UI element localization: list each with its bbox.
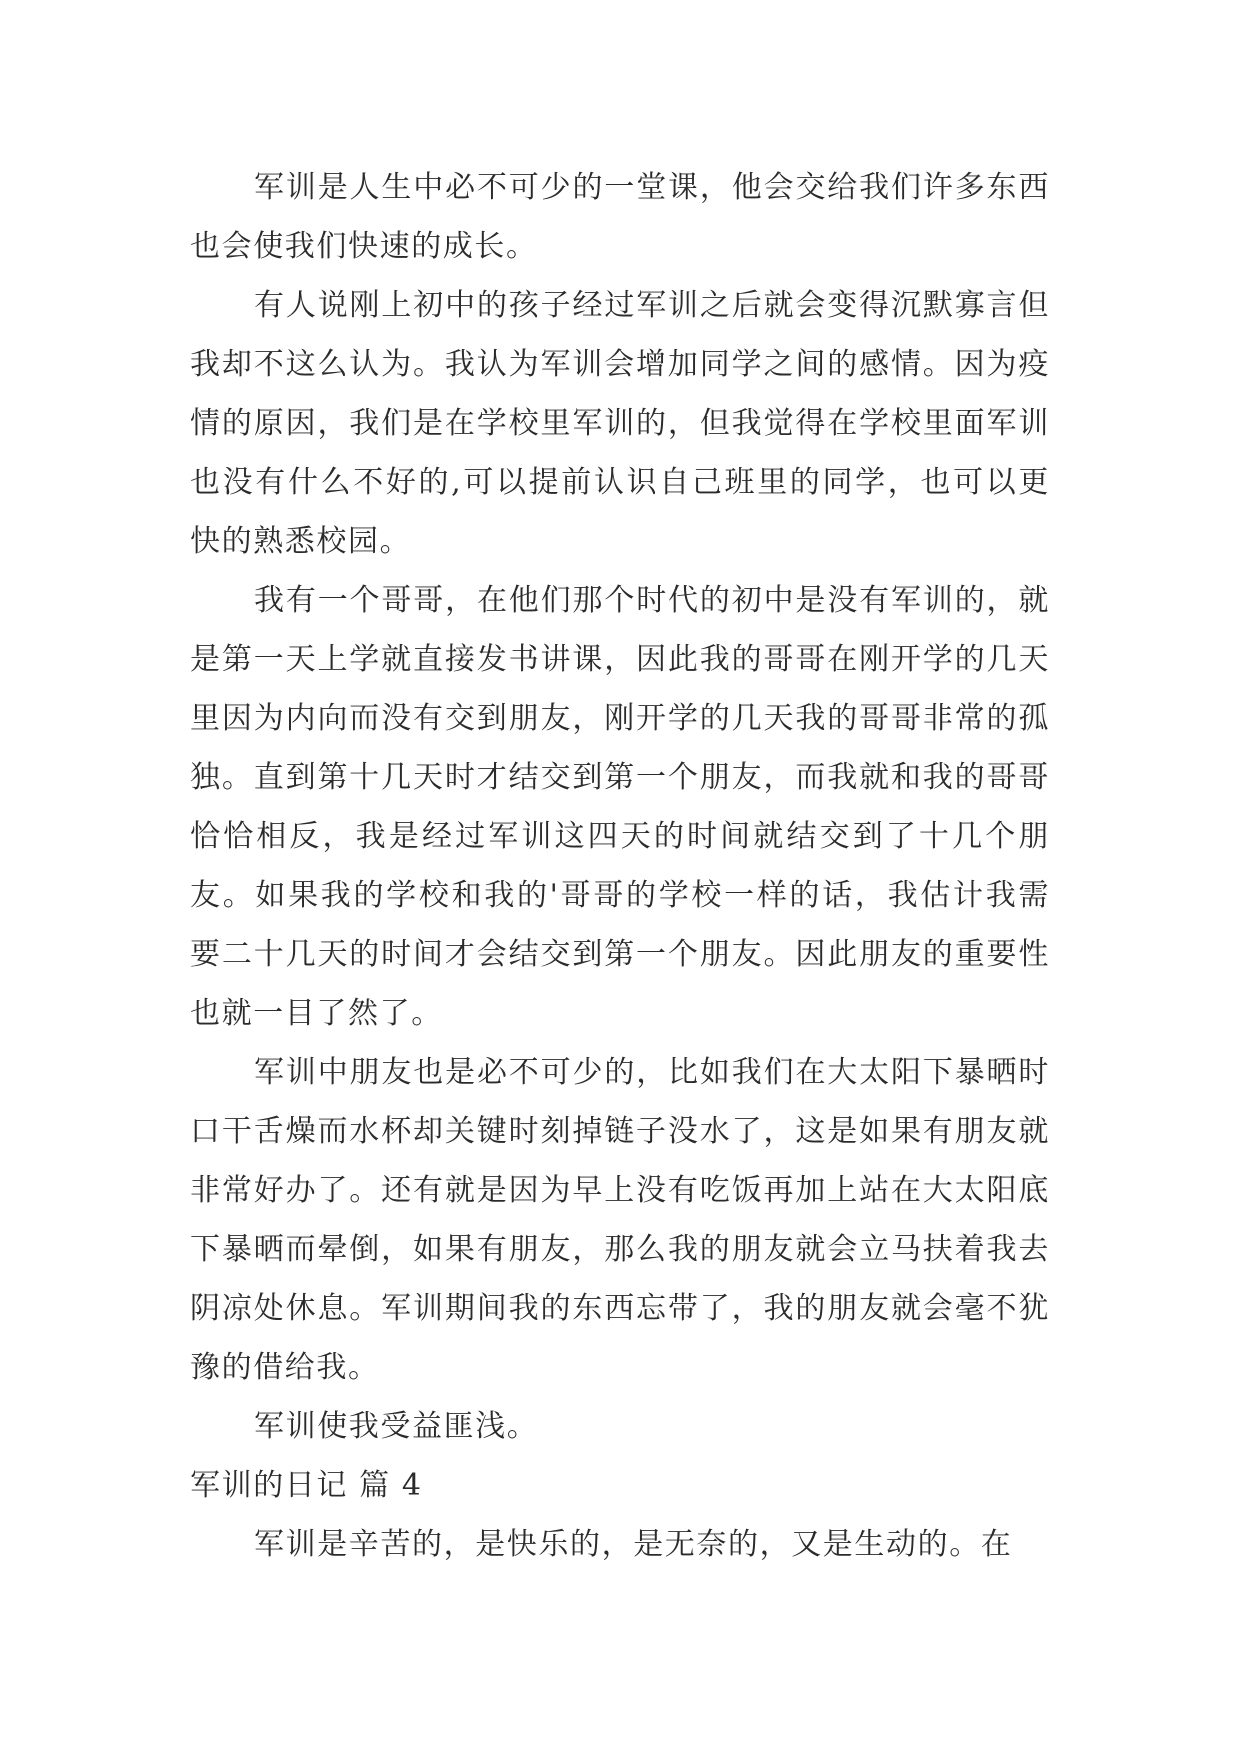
paragraph: 军训中朋友也是必不可少的，比如我们在大太阳下暴晒时口干舌燥而水杯却关键时刻掉链子没水了，这是如果有朋友就非常好办了。还有就是因为早上没有吃饭再加上站在大太阳底下暴晒而晕倒，如果有朋友，那么我的朋友就会立马扶着我去阴凉处休息。军训期间我的东西忘带了，我的朋友就会毫不犹豫的借给我。 [190, 1055, 1050, 1385]
paragraph: 有人说刚上初中的孩子经过军训之后就会变得沉默寡言但我却不这么认为。我认为军训会增加同学之间的感情。因为疫情的原因，我们是在学校里军训的，但我觉得在学校里面军训也没有什么不好的,可以提前认识自己班里的同学，也可以更快的熟悉校园。 [190, 288, 1050, 559]
paragraph: 军训是辛苦的，是快乐的，是无奈的，又是生动的。在 [254, 1527, 1013, 1562]
paragraph: 军训使我受益匪浅。 [254, 1409, 539, 1444]
paragraph: 军训是人生中必不可少的一堂课，他会交给我们许多东西也会使我们快速的成长。 [190, 170, 1050, 264]
section-heading: 军训的日记 篇 4 [190, 1468, 423, 1503]
document-body [190, 158, 1050, 1574]
paragraph: 我有一个哥哥，在他们那个时代的初中是没有军训的，就是第一天上学就直接发书讲课，因此我的哥哥在刚开学的几天里因为内向而没有交到朋友，刚开学的几天我的哥哥非常的孤独。直到第十几天时才结交到第一个朋友，而我就和我的哥哥恰恰相反，我是经过军训这四天的时间就结交到了十几个朋友。如果我的学校和我的'哥哥的学校一样的话，我估计我需要二十几天的时间才会结交到第一个朋友。因此朋友的重要性也就一目了然了。 [190, 583, 1050, 1031]
